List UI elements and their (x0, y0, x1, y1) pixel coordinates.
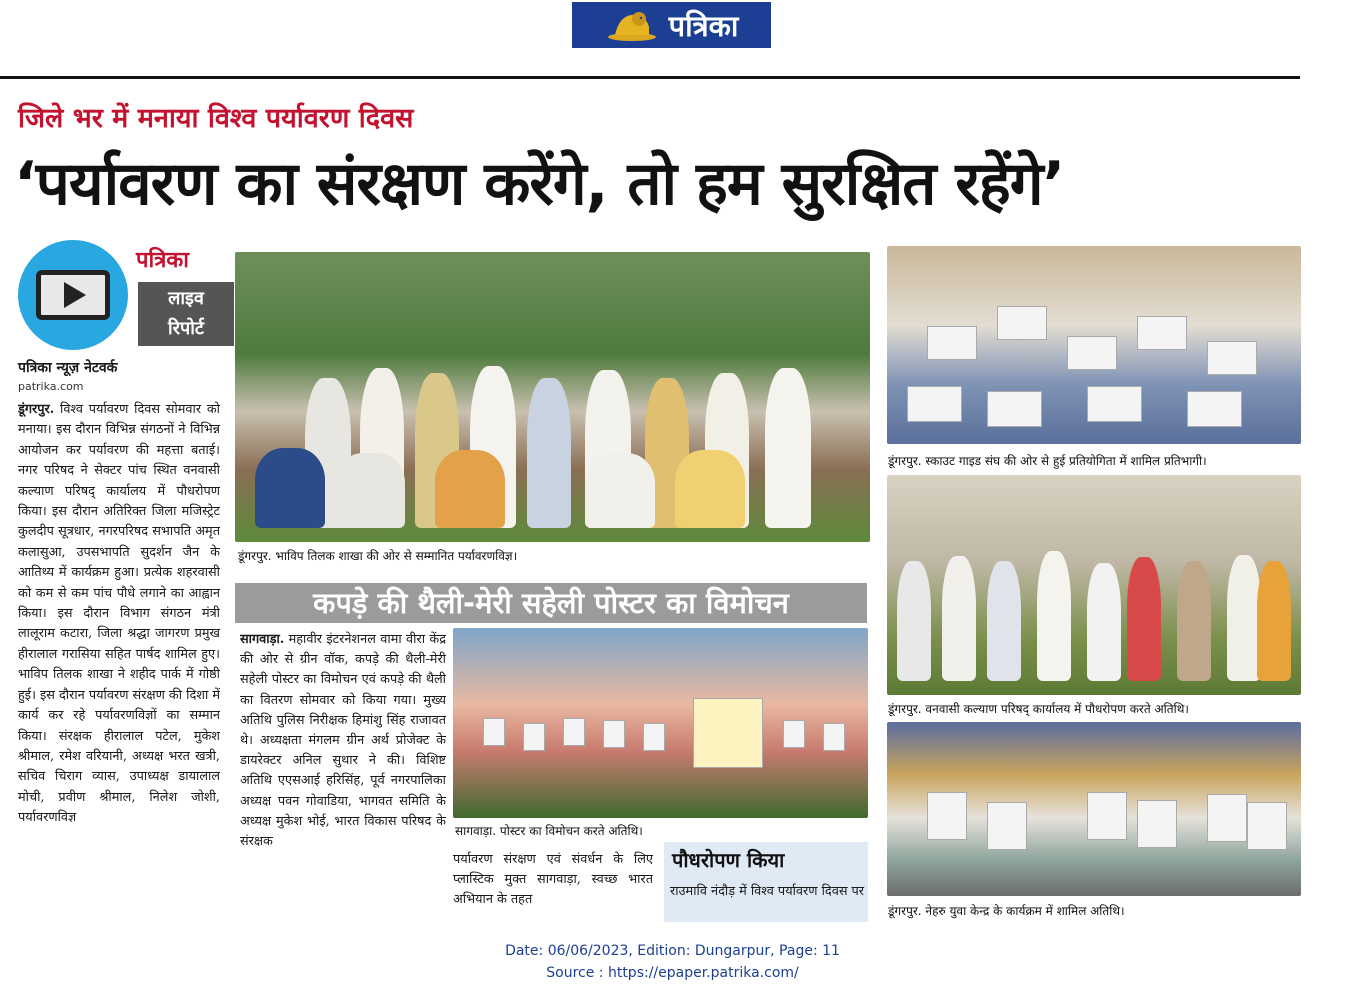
live-circle (18, 240, 128, 350)
masthead-brand: पत्रिका (668, 8, 739, 43)
caption-nehru: डूंगरपुर. नेहरु युवा केन्द्र के कार्यक्रम में शामिल अतिथि। (888, 904, 1125, 918)
story-left-body: विश्व पर्यावरण दिवस सोमवार को मनाया। इस दौरान विभिन्न संगठनों ने विभिन्न आयोजन कर पर्यावरण की महत्ता बताई। नगर परिषद ने सेक्टर पांच स्थित वनवासी कल्याण परिषद् कार्यालय में पौधरोपण किया। इस दौरान अतिरिक्त जिला मजिस्ट्रेट कुलदीप सूत्रधार, नगरपरिषद सभापति अमृत कलासुआ, उपसभापति सुदर्शन जैन के आतिथ्य में कार्यक्रम हुआ। प्रत्येक शहरवासी को कम से कम पांच पौधे लगाने का आह्वान किया। इस दौरान विभाग संगठन मंत्री लालूराम कटारा, जिला श्रद्धा जागरण प्रमुख हीरालाल गरासिया सहित पार्षद शामिल हुए। भाविप तिलक शाखा ने शहीद पार्क में गोष्ठी हुई। इस दौरान पर्यावरण संरक्षण की दिशा में कार्य कर रहे पर्यावरणविज्ञों का सम्मान किया। संरक्षक हीरालाल पटेल, मुकेश श्रीमाल, रमेश वरियानी, अध्यक्ष भरत खत्री, सचिव चिराग व्यास, उपाध्यक्ष डायालाल मोची, प्रवीण श्रीमाल, निलेश जोशी, पर्यावरणविज्ञ (18, 402, 220, 826)
photo-nehru-yuva-kendra (887, 722, 1301, 896)
video-play-icon (36, 270, 110, 320)
story-mid-column (240, 630, 446, 922)
top-rule (0, 76, 1300, 79)
caption-scout: डूंगरपुर. स्काउट गाइड संघ की ओर से हुई प्रतियोगिता में शामिल प्रतिभागी। (888, 454, 1207, 468)
story-mid-place: सागवाड़ा. (240, 632, 285, 647)
kicker: जिले भर में मनाया विश्व पर्यावरण दिवस (18, 103, 414, 134)
photo-plant-people (887, 549, 1301, 681)
headline: ‘पर्यावरण का संरक्षण करेंगे, तो हम सुरक्षित रहेंगे’ (14, 149, 1065, 219)
live-tag-line1: लाइव (168, 288, 204, 309)
lion-logo-icon (605, 7, 659, 43)
story-left-column (18, 400, 220, 920)
caption-poster: सागवाड़ा. पोस्टर का विमोचन करते अतिथि। (455, 824, 643, 838)
site-url: patrika.com (18, 380, 84, 393)
source-footer (0, 940, 1345, 984)
photo-honoured-environmentalists (235, 252, 870, 542)
sub-banner: कपड़े की थैली-मेरी सहेली पोस्टर का विमोचन (235, 583, 867, 623)
live-tag (138, 282, 234, 346)
plantation-heading: पौधरोपण किया (672, 848, 785, 872)
story-mid-body: महावीर इंटरनेशनल वामा वीरा केंद्र की ओर से ग्रीन वॉक, कपड़े की थैली-मेरी सहेली पोस्टर का विमोचन एवं कपड़े की थैली का वितरण सोमवार को किया गया। मुख्य अतिथि पुलिस निरीक्षक हिमांशु सिंह राजावत थे। अध्यक्षता मंगलम ग्रीन अर्थ प्रोजेक्ट के डायरेक्टर अनिल सुथार ने की। विशिष्ट अतिथि एएसआई हरिसिंह, पूर्व नगरपालिका अध्यक्ष पवन गोवाडिया, भागवत समिति के अध्यक्ष मुकेश भोई, भारत विकास परिषद के संरक्षक (240, 632, 446, 850)
plantation-story-box (664, 842, 868, 922)
live-tag-line2: रिपोर्ट (168, 318, 204, 339)
source-date-line: Date: 06/06/2023, Edition: Dungarpur, Page: 11 (505, 943, 840, 959)
live-brand: पत्रिका (136, 248, 189, 273)
masthead (572, 2, 771, 48)
story-bottom-column: पर्यावरण संरक्षण एवं संवर्धन के लिए प्लास्टिक मुक्त सागवाड़ा, स्वच्छ भारत अभियान के तहत (453, 852, 653, 908)
photo-scout-competition (887, 246, 1301, 444)
byline: पत्रिका न्यूज़ नेटवर्क (18, 360, 118, 376)
photo-poster-release (453, 628, 868, 818)
plantation-body: राउमावि नंदौड़ में विश्व पर्यावरण दिवस पर (670, 884, 865, 899)
source-url-line: Source : https://epaper.patrika.com/ (546, 965, 799, 981)
photo-people (235, 354, 870, 528)
story-left-place: डूंगरपुर. (18, 402, 55, 417)
live-report-badge (18, 240, 218, 350)
caption-plant: डूंगरपुर. वनवासी कल्याण परिषद् कार्यालय में पौधरोपण करते अतिथि। (888, 702, 1189, 716)
photo-plantation (887, 475, 1301, 695)
caption-main: डूंगरपुर. भाविप तिलक शाखा की ओर से सम्मानित पर्यावरणविज्ञ। (238, 549, 518, 563)
